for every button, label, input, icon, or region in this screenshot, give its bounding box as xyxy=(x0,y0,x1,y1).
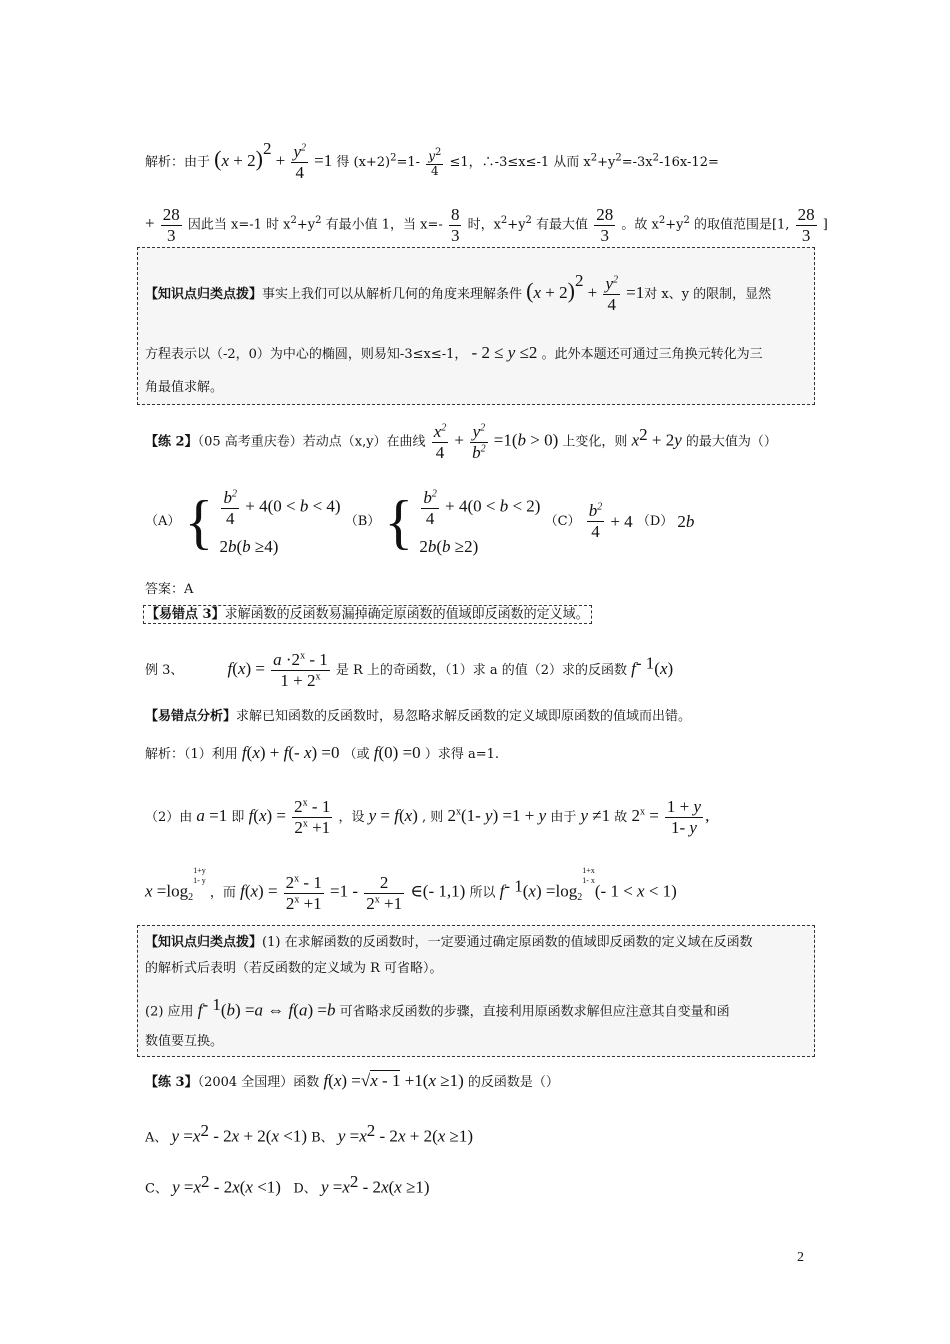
text: 。此外本题还可通过三角换元转化为三 xyxy=(541,347,763,362)
text: +y xyxy=(597,155,616,170)
math: x xyxy=(333,1071,342,1090)
math: a xyxy=(298,1000,308,1020)
option-b-cases: $\frac{b^2}{4}$ + 4(0 < b < 2) 2b(b ≥2) xyxy=(419,488,541,556)
math: ( xyxy=(654,658,660,678)
math: f xyxy=(499,881,505,901)
math: y xyxy=(674,430,682,450)
error-analysis xyxy=(145,710,691,723)
option-d-label: （D） xyxy=(636,514,674,529)
math: <1) xyxy=(278,1126,307,1146)
math: 2 xyxy=(590,152,598,164)
solution-part-2 xyxy=(145,797,709,838)
math: y xyxy=(172,1177,180,1197)
text: 有最小值 1，当 x=- xyxy=(321,217,443,233)
math: 2 xyxy=(366,1121,376,1140)
math: x xyxy=(193,1177,202,1197)
math: y xyxy=(580,805,589,825)
text: （2004 全国理）函数 xyxy=(197,1075,320,1090)
text: 的解析式后表明（若反函数的定义域为 R 可省略）。 xyxy=(145,961,443,976)
math: - 1 xyxy=(504,876,523,896)
text: +y xyxy=(296,217,316,233)
exercise-label: 【练 2】 xyxy=(145,434,198,450)
math: + xyxy=(454,430,464,450)
text: 有最大值 xyxy=(531,217,589,233)
exercise-3-options-ab xyxy=(145,1122,473,1144)
math: ) =0 xyxy=(311,743,340,762)
fraction: $\frac{y^2}{4}$ xyxy=(605,274,618,314)
math: f xyxy=(197,1000,203,1020)
text: 即 xyxy=(231,809,245,825)
math: <1) xyxy=(252,1177,281,1197)
math: 2 xyxy=(290,215,297,227)
exercise-3-question xyxy=(145,1072,559,1089)
math: x xyxy=(428,1071,436,1090)
text: =1- xyxy=(396,155,421,170)
math: y xyxy=(320,1177,329,1197)
math: + 2( xyxy=(405,1126,438,1146)
math: ) = xyxy=(307,1000,327,1020)
math: - 2 xyxy=(209,1177,233,1197)
math: 2 xyxy=(652,152,659,164)
math: ) xyxy=(412,805,418,825)
math: f xyxy=(323,1071,329,1090)
math: 2 xyxy=(390,152,397,164)
math: - 1 xyxy=(202,995,221,1014)
box2-line-2 xyxy=(145,962,443,975)
text: 方程表示以（-2，0）为中心的椭圆，则易知-3≤x≤-1， xyxy=(145,347,468,362)
math: y xyxy=(368,805,377,825)
text: -16x-12= xyxy=(659,155,719,170)
text: ）求得 a=1. xyxy=(424,747,500,762)
text: 故 xyxy=(614,809,628,825)
exercise-label: 【练 3】 xyxy=(145,1075,198,1090)
math: x xyxy=(359,1126,367,1146)
math: + 4 xyxy=(610,512,633,531)
text: 。故 x xyxy=(621,217,659,233)
math: x xyxy=(231,1126,240,1146)
exercise-2-answer xyxy=(145,583,193,596)
math: ≥1) xyxy=(445,1126,474,1146)
math: x - 1 xyxy=(370,1071,401,1090)
math: f xyxy=(631,658,636,678)
math: f xyxy=(227,658,233,678)
text: +y xyxy=(507,217,526,233)
math: =1 - xyxy=(329,881,363,901)
option-c-label: （C） xyxy=(544,514,581,529)
math: b xyxy=(326,1000,336,1020)
brace: { xyxy=(184,488,214,555)
option-b-label: B、 xyxy=(311,1130,334,1146)
math: ( xyxy=(526,278,534,303)
math: + 2( xyxy=(239,1126,272,1146)
box1-line-2 xyxy=(145,344,763,361)
math: x xyxy=(258,805,267,825)
text: 由于 xyxy=(550,809,577,825)
math: 2 xyxy=(639,425,648,445)
error-point-3 xyxy=(143,605,592,624)
math: = xyxy=(376,805,395,825)
math: x xyxy=(245,1177,253,1197)
math: ) = xyxy=(258,881,278,901)
math: 2 xyxy=(200,1121,209,1140)
math: ( xyxy=(253,805,259,825)
math: ( xyxy=(293,1000,299,1020)
math: + 2 xyxy=(647,430,675,450)
error-point-label: 【易错点 3】 xyxy=(146,607,225,622)
math: 1+x 1- x xyxy=(582,866,595,885)
text: 的反函数是（） xyxy=(467,1075,559,1090)
math: = xyxy=(179,1126,193,1146)
page-number: 2 xyxy=(797,1250,804,1265)
math: ( xyxy=(214,146,222,171)
option-a-cases: $\frac{b^2}{4}$ + 4(0 < b < 4) 2b(b ≥4) xyxy=(219,488,341,556)
solution-part-1 xyxy=(145,744,499,761)
fraction: $\frac{28}{3}$ xyxy=(596,205,614,245)
math: 2 xyxy=(349,1172,359,1191)
math: 2 xyxy=(201,1172,210,1191)
text: 角最值求解。 xyxy=(145,380,224,395)
math: - 1 xyxy=(635,653,655,673)
math: 2 xyxy=(658,215,666,227)
knowledge-box-1 xyxy=(137,247,815,405)
example-label: 例 3、 xyxy=(145,662,184,678)
math: + xyxy=(145,213,155,233)
math: x xyxy=(397,1126,406,1146)
math: =1 xyxy=(626,283,645,302)
math: =1 xyxy=(204,805,228,825)
math: ( xyxy=(244,881,251,901)
text: 解析：由于 xyxy=(145,155,211,170)
math: (- xyxy=(288,743,304,762)
math: x xyxy=(404,805,413,825)
math: 2 xyxy=(683,215,690,227)
math: b xyxy=(517,430,527,450)
math: ) = xyxy=(235,1000,255,1020)
math: 2 xyxy=(262,139,272,158)
math: x xyxy=(271,1126,279,1146)
math: f xyxy=(394,805,399,825)
math: x xyxy=(631,430,640,450)
math: ( xyxy=(220,1000,227,1020)
exercise-2-options xyxy=(145,488,694,555)
text: =-3x xyxy=(621,155,653,170)
math: 2 xyxy=(500,215,508,227)
math: x xyxy=(528,881,536,901)
fraction: $\frac{28}{3}$ xyxy=(797,205,815,245)
text: ，设 xyxy=(338,809,365,825)
math: (- 1 < xyxy=(594,881,638,901)
brace: { xyxy=(384,488,414,555)
math: x xyxy=(394,1177,402,1197)
text: +y xyxy=(665,217,684,233)
solution-line-2 xyxy=(145,205,828,245)
math: f xyxy=(283,743,289,762)
math: x xyxy=(237,658,246,678)
box-heading: 【知识点归类点拨】 xyxy=(145,935,263,950)
math: ( xyxy=(246,743,253,762)
text: 时，x xyxy=(467,217,501,233)
text: 上变化，则 xyxy=(562,434,628,450)
math: ) xyxy=(567,278,575,303)
math: 2 xyxy=(577,892,583,904)
fraction: $\frac{8}{3}$ xyxy=(450,205,460,245)
math: + xyxy=(275,151,290,170)
solution-part-3 xyxy=(145,866,677,913)
math: y xyxy=(171,1126,180,1146)
math: = xyxy=(345,1126,360,1146)
math: f xyxy=(241,743,247,762)
option-b-label: （B） xyxy=(344,514,381,529)
box1-line-1 xyxy=(145,272,771,315)
box2-line-4 xyxy=(145,1035,223,1048)
solution-line-1 xyxy=(145,140,719,183)
math: =1 xyxy=(314,151,333,170)
math: - 2 xyxy=(375,1126,398,1146)
math: - 2 ≤ xyxy=(471,343,508,362)
text: （2）由 xyxy=(145,809,193,825)
math: (0) =0 xyxy=(378,743,421,762)
math: ) = xyxy=(245,658,265,678)
text: (1) 在求解函数的反函数时，一定要通过确定原函数的值域即反函数的定义域在反函数 xyxy=(262,935,753,950)
fraction: $\frac{x^2}{4}$ xyxy=(433,422,447,462)
math: 2 xyxy=(525,215,532,227)
math: a xyxy=(196,805,205,825)
text: , 则 xyxy=(422,809,444,825)
math: ( xyxy=(399,805,405,825)
fraction: $\frac{28}{3}$ xyxy=(162,205,180,245)
math: ( xyxy=(328,1071,334,1090)
math: ) =√ xyxy=(341,1071,371,1090)
box-heading: 【知识点归类点拨】 xyxy=(145,287,263,302)
math: ⇔ xyxy=(263,1000,289,1020)
math: ≥1) xyxy=(401,1177,430,1197)
math: ) xyxy=(255,146,263,171)
math: 2$^x$(1- xyxy=(447,805,486,825)
math: y xyxy=(538,805,547,825)
math: y xyxy=(337,1126,346,1146)
math: f xyxy=(240,881,245,901)
math: f xyxy=(248,805,254,825)
math: x xyxy=(303,743,312,762)
math: +1( xyxy=(400,1071,429,1090)
math: ( xyxy=(388,1177,395,1197)
math: 2 xyxy=(615,152,622,164)
text: 数值要互换。 xyxy=(145,1034,224,1049)
math: ( xyxy=(522,881,529,901)
text: （05 高考重庆卷）若动点（x,y）在曲线 xyxy=(197,434,426,450)
math: x xyxy=(221,151,230,170)
text: （或 xyxy=(343,747,370,762)
fraction: $\frac{2^x - 1}{2^x +1}$ xyxy=(294,797,331,837)
fraction: $\frac{y^2}{4}$ xyxy=(293,142,306,182)
math: =log xyxy=(152,881,189,901)
fraction: $\frac{y^2}{b^2}$ xyxy=(472,422,486,462)
math: b xyxy=(226,1000,236,1020)
math: ≥1) xyxy=(436,1071,464,1090)
math: x xyxy=(637,881,645,901)
math: x xyxy=(533,283,542,302)
math: b xyxy=(685,512,695,531)
text: 答案：A xyxy=(145,582,194,597)
box2-line-1 xyxy=(145,936,753,949)
text: (2) 应用 xyxy=(145,1004,194,1020)
math: = xyxy=(328,1177,343,1197)
fraction: $\frac{y^2}{4}$ xyxy=(428,146,442,178)
math: 1+y 1- y xyxy=(193,866,206,885)
exercise-3-options-cd xyxy=(145,1173,430,1195)
math: ) = xyxy=(266,805,287,825)
math: x xyxy=(252,743,260,762)
text: ，而 xyxy=(209,885,236,901)
fraction: $\frac{2^x - 1}{2^x +1}$ xyxy=(285,873,322,913)
fraction: $\frac{a \cdot 2^x - 1}{1 + 2^x}$ xyxy=(273,650,328,690)
math: ≤2 xyxy=(515,343,538,362)
text: 的取值范围是[1, xyxy=(689,217,790,233)
math: < 1) xyxy=(644,881,677,901)
math: x xyxy=(381,1177,389,1197)
text: 得 (x+2) xyxy=(336,155,391,170)
math: + 2 xyxy=(229,151,256,170)
math: ≠1 xyxy=(588,805,611,825)
fraction: $\frac{b^2}{4}$ xyxy=(588,501,603,541)
math: x xyxy=(145,881,153,901)
fraction: $\frac{2}{2^x +1}$ xyxy=(366,873,403,913)
text: 的最大值为（） xyxy=(685,434,777,450)
text: ≤1，∴-3≤x≤-1 从而 x xyxy=(449,155,591,170)
math: 2 xyxy=(315,215,322,227)
math: ∈(- 1,1) xyxy=(410,881,466,901)
text: 求解函数的反函数易漏掉确定原函数的值域即反函数的定义域。 xyxy=(224,607,589,622)
math: f xyxy=(373,743,379,762)
math: ) + xyxy=(259,743,284,762)
math: ) =1 + xyxy=(492,805,539,825)
math: =1( xyxy=(493,430,518,450)
text: 因此当 x=-1 时 x xyxy=(187,217,291,233)
text: 所以 xyxy=(469,885,496,901)
math: x xyxy=(232,1177,240,1197)
box1-line-3 xyxy=(145,381,223,394)
math: y xyxy=(507,343,516,362)
text: ] xyxy=(822,217,828,233)
math: + 2 xyxy=(541,283,568,302)
math: f xyxy=(288,1000,294,1020)
math: 2 xyxy=(574,271,584,290)
math: x xyxy=(342,1177,350,1197)
exercise-2-question xyxy=(145,422,777,462)
math: ) xyxy=(667,658,674,678)
text: 对 x、y 的限制，显然 xyxy=(644,287,772,302)
example-3 xyxy=(145,650,673,690)
math: $2^x$ = xyxy=(631,805,659,825)
math: > 0) xyxy=(526,430,559,450)
text: 事实上我们可以从解析几何的角度来理解条件 xyxy=(262,287,523,302)
option-d-label: D、 xyxy=(293,1181,317,1197)
math: ( xyxy=(232,658,238,678)
fraction: $\frac{1 + y}{1- y}$ xyxy=(666,797,702,837)
text: 求解已知函数的反函数时，易忽略求解反函数的定义域即原函数的值域而出错。 xyxy=(236,709,692,724)
math: x xyxy=(659,658,668,678)
math: x xyxy=(250,881,259,901)
math: x xyxy=(437,1126,446,1146)
math: - 2 xyxy=(208,1126,232,1146)
math: ( xyxy=(239,1177,246,1197)
analysis-label: 【易错点分析】 xyxy=(145,709,237,724)
option-a-label: （A） xyxy=(145,514,181,529)
math: - 2 xyxy=(358,1177,382,1197)
option-a-label: A、 xyxy=(145,1130,168,1146)
math: = xyxy=(179,1177,194,1197)
box2-line-3 xyxy=(145,996,730,1018)
math: 2 xyxy=(188,892,194,904)
text: 可省略求反函数的步骤，直接利用原函数求解但应注意其自变量和函 xyxy=(339,1004,730,1020)
math: a xyxy=(254,1000,264,1020)
math: x xyxy=(192,1126,201,1146)
math: , xyxy=(705,805,710,825)
text: 解析：（1）利用 xyxy=(145,747,238,762)
option-c-label: C、 xyxy=(145,1181,168,1197)
math: + xyxy=(587,283,602,302)
text: 是 R 上的奇函数，（1）求 a 的值（2）求的反函数 xyxy=(335,662,627,678)
math: ) =log xyxy=(535,881,578,901)
math: 2 xyxy=(677,512,686,531)
math: y xyxy=(485,805,493,825)
